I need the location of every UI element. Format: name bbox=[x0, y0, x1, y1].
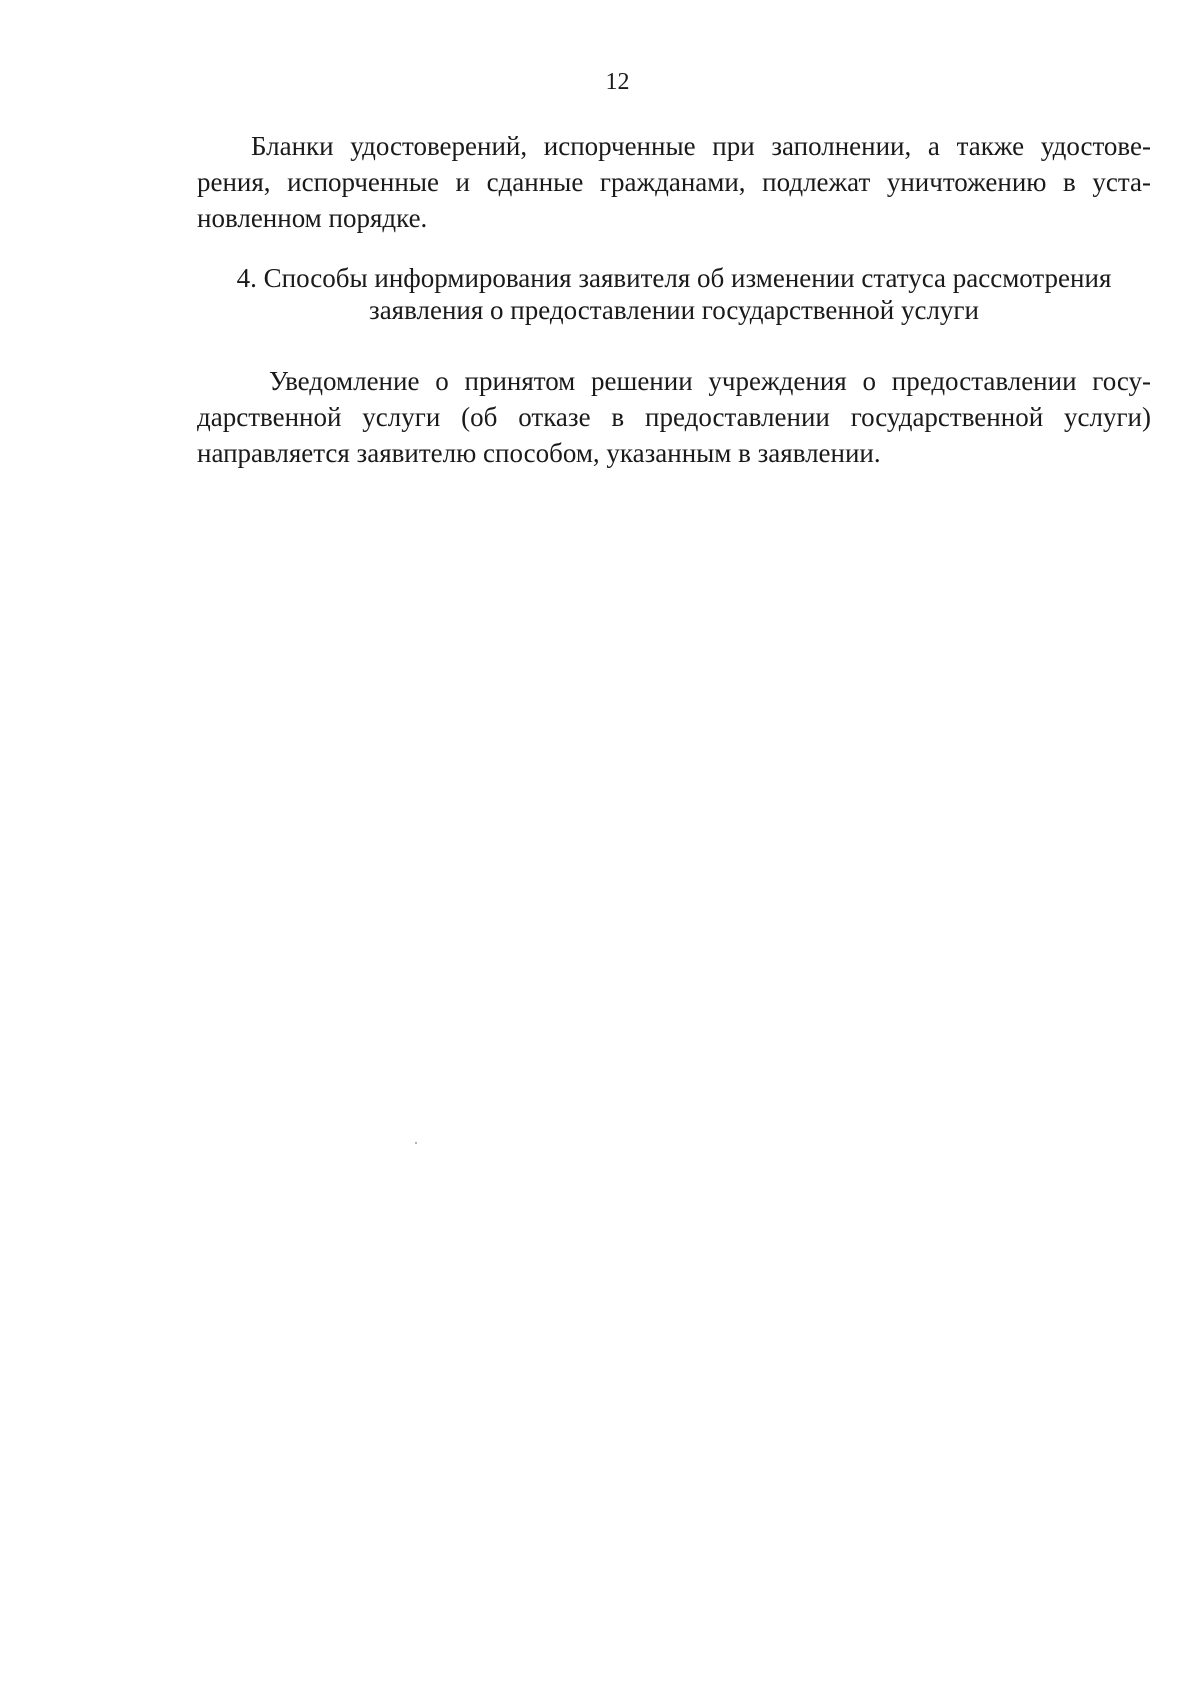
paragraph-line: Бланки удостоверений, испорченные при заполнении, а также удостове- bbox=[251, 131, 1151, 161]
paragraph-line: Уведомление о принятом решении учреждения о предоставлении госу- bbox=[269, 366, 1151, 396]
paragraph-line: рения, испорченные и сданные гражданами, подлежат уничтожению в уста- bbox=[197, 167, 1151, 197]
page-number: 12 bbox=[605, 69, 630, 95]
paragraph-spoiled-certificates bbox=[197, 128, 1151, 236]
paragraph-line: новленном порядке. bbox=[197, 203, 428, 233]
paragraph-line: дарственной услуги (об отказе в предоставлении государственной услуги) bbox=[197, 402, 1151, 432]
section-heading bbox=[197, 262, 1151, 326]
section-heading-line: заявления о предоставлении государственной услуги bbox=[369, 295, 979, 325]
scan-speck bbox=[415, 1142, 417, 1144]
paragraph-line: направляется заявителю способом, указанным в заявлении. bbox=[197, 438, 881, 468]
paragraph-notification bbox=[197, 363, 1151, 471]
section-heading-line: 4. Способы информирования заявителя об изменении статуса рассмотрения bbox=[236, 263, 1112, 293]
